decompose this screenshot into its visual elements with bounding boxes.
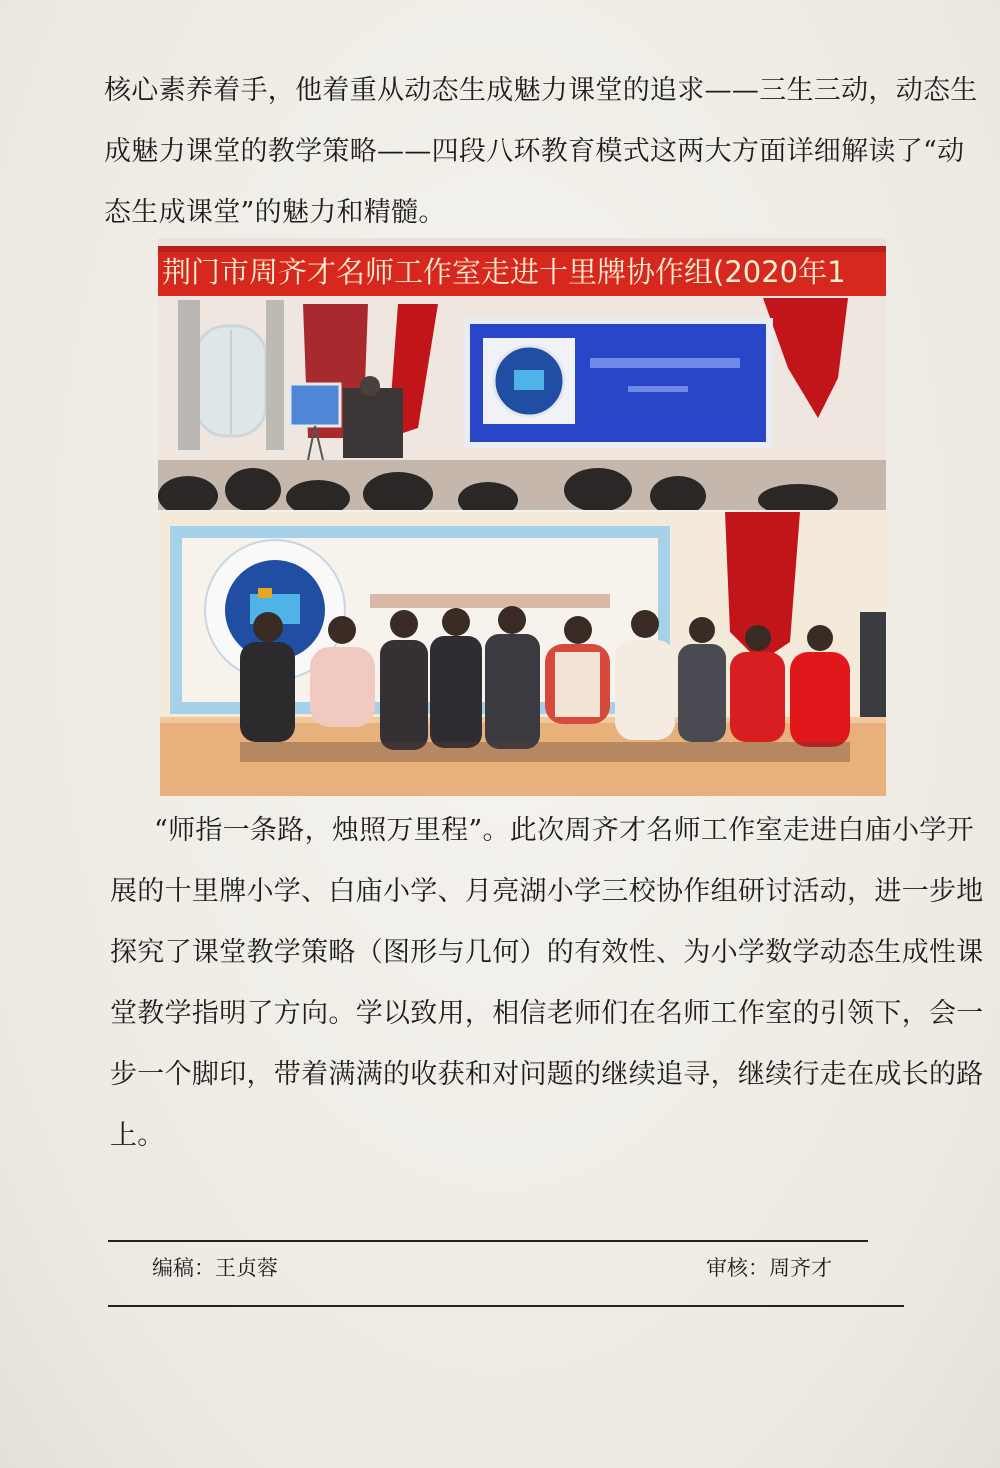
text-line: 核心素养着手，他着重从动态生成魅力课堂的追求——三生三动，动态生	[104, 75, 978, 106]
board-logo-detail	[258, 588, 272, 598]
speaker-head	[360, 376, 380, 396]
meeting-hall-photo	[158, 238, 886, 510]
footer-editor: 编稿：王贞蓉	[152, 1256, 278, 1280]
podium	[343, 388, 403, 458]
text-line: 步一个脚印，带着满满的收获和对问题的继续追寻，继续行走在成长的路	[110, 1059, 984, 1090]
group-photo	[160, 512, 886, 796]
footer-rule-top	[108, 1240, 868, 1242]
banner-text: 荆门市周齐才名师工作室走进十里牌协作组(2020年1	[162, 255, 846, 289]
closing-paragraph	[110, 800, 984, 1166]
intro-paragraph	[104, 60, 978, 243]
text-line: 成魅力课堂的教学策略——四段八环教育模式这两大方面详细解读了“动	[104, 136, 965, 167]
text-line: 探究了课堂教学策略（图形与几何）的有效性、为小学数学动态生成性课	[110, 937, 984, 968]
text-line: 堂教学指明了方向。学以致用，相信老师们在名师工作室的引领下，会一	[110, 998, 984, 1029]
slide-subtitle-line	[628, 386, 688, 392]
curtain-grey	[266, 300, 284, 450]
text-line: 上。	[110, 1120, 165, 1151]
curtain-grey	[178, 300, 200, 450]
footer-rule-bottom	[108, 1305, 904, 1307]
people-legs	[240, 742, 850, 762]
banner-edge	[158, 246, 886, 252]
easel-board	[290, 384, 340, 426]
slide-title-line	[590, 358, 740, 368]
footer-reviewer: 审核：周齐才	[706, 1256, 832, 1280]
side-panel	[860, 612, 886, 722]
text-line: “师指一条路，烛照万里程”。此次周齐才名师工作室走进白庙小学开	[154, 815, 974, 846]
text-line: 态生成课堂”的魅力和精髓。	[104, 197, 446, 228]
board-title-line	[370, 594, 610, 608]
group-photo-illustration	[160, 512, 886, 796]
meeting-hall-illustration	[158, 238, 886, 510]
text-line: 展的十里牌小学、白庙小学、月亮湖小学三校协作组研讨活动，进一步地	[110, 876, 984, 907]
slide-logo-detail	[514, 370, 544, 390]
